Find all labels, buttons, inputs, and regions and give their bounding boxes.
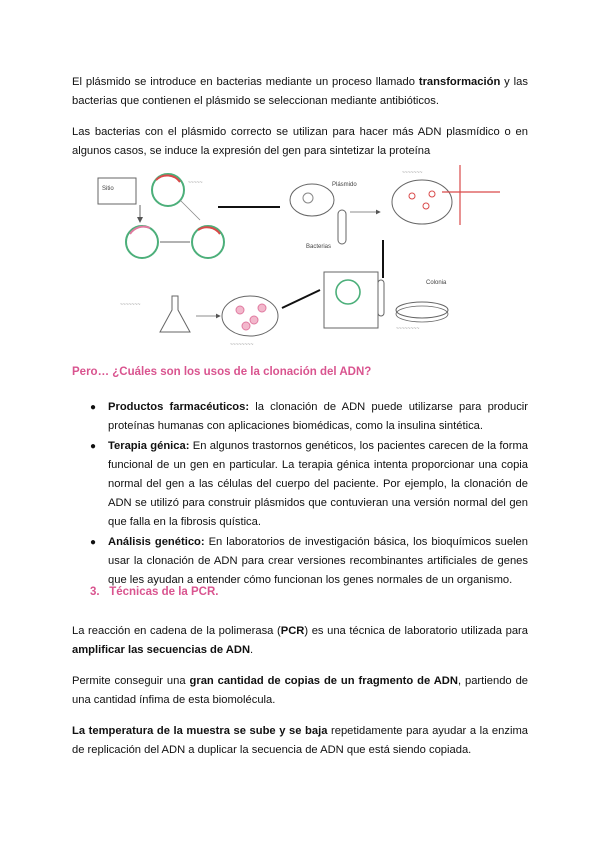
section-number: 3.: [90, 586, 100, 598]
text-span: .: [250, 644, 254, 656]
text-span: y las bacterias que contienen el plásmido se seleccionan mediante antibióticos.: [72, 76, 528, 107]
section-title: Técnicas de la PCR.: [109, 586, 219, 598]
bold-term-temperature: La temperatura de la muestra se sube y se baja: [72, 725, 328, 737]
bullet-icon: ●: [90, 402, 97, 413]
text-span: Permite conseguir una: [72, 675, 190, 687]
paragraph-pcr-temperature: [72, 722, 528, 760]
paragraph-transformation: [72, 73, 528, 111]
diagram-label-bacterias: Bacterias: [306, 244, 332, 250]
bold-term-copies: gran cantidad de copias de un fragmento de ADN: [189, 675, 458, 687]
diagram-label-plasmido: Plásmido: [332, 182, 357, 188]
transformation-figure: [290, 182, 380, 250]
cloning-diagram: [80, 160, 540, 360]
bold-term-pcr: PCR: [280, 625, 305, 637]
colony-selection-figure: [392, 165, 500, 225]
text-span: , partiendo de una cantidad ínfima de esta biomolécula.: [72, 675, 529, 706]
paragraph-pcr-definition: [72, 622, 528, 660]
bullet-text: En algunos trastornos genéticos, los pacientes carecen de la forma funcional de un gen en particular. La terapia génica intenta proporcionar una copia normal del gen a las células del cuerpo del paciente. Por ejemplo, la clonación de ADN se utilizó para construir plásmidos que contuvieran una versión normal del gen que falla en la fibrosis quística.: [108, 440, 528, 528]
svg-text:~~~~~~~: ~~~~~~~: [402, 170, 423, 176]
petri-dish-figure: [324, 272, 448, 332]
svg-text:~~~~~~~~: ~~~~~~~~: [396, 326, 420, 332]
bullet-term: Productos farmacéuticos:: [108, 401, 250, 413]
section-3-heading: [90, 586, 218, 598]
list-item: [72, 533, 528, 590]
text-span: repetidamente para ayudar a la enzima de replicación del ADN a duplicar la secuencia de ADN que está siendo copiada.: [72, 725, 528, 756]
heading-dna-cloning-uses: Pero… ¿Cuáles son los usos de la clonación del ADN?: [72, 366, 372, 378]
diagram-label-sitio: Sitio: [102, 186, 114, 192]
protein-expression-figure: [222, 296, 278, 348]
flask-figure: [120, 296, 220, 332]
text-span: La reacción en cadena de la polimerasa (: [72, 625, 281, 637]
diagram-label-colonia: Colonia: [426, 280, 447, 286]
list-item: [72, 437, 528, 532]
text-span: ) es una técnica de laboratorio utilizada para: [304, 625, 529, 637]
bullet-icon: ●: [90, 441, 97, 452]
list-item: [72, 398, 528, 436]
paragraph-pcr-copies: [72, 672, 528, 710]
svg-text:~~~~~~~~: ~~~~~~~~: [230, 342, 254, 348]
bullet-text: En laboratorios de investigación básica, los bioquímicos suelen usar la clonación de ADN para crear versiones recombinantes artificiales de genes que les ayudan a entender cómo funcionan los genes normales de un organismo.: [108, 536, 528, 586]
plasmid-construction-figure: [98, 174, 224, 258]
bold-term-amplify: amplificar las secuencias de ADN: [72, 644, 251, 656]
bullet-term: Terapia génica:: [108, 440, 190, 452]
svg-text:~~~~~~~: ~~~~~~~: [120, 302, 141, 308]
bullet-term: Análisis genético:: [108, 536, 205, 548]
paragraph-plasmid-bacteria: Las bacterias con el plásmido correcto se utilizan para hacer más ADN plasmídico o en algunos casos, se induce la expresión del gen para sintetizar la proteína: [72, 126, 528, 157]
bold-term-transformation: transformación: [418, 76, 501, 88]
uses-bullet-list: [72, 398, 528, 591]
bullet-text: la clonación de ADN puede utilizarse para producir proteínas humanas con aplicaciones biomédicas, como la insulina sintética.: [108, 401, 529, 432]
bullet-icon: ●: [90, 537, 97, 548]
svg-text:~~~~~: ~~~~~: [188, 180, 203, 186]
text-span: El plásmido se introduce en bacterias mediante un proceso llamado: [72, 76, 419, 88]
